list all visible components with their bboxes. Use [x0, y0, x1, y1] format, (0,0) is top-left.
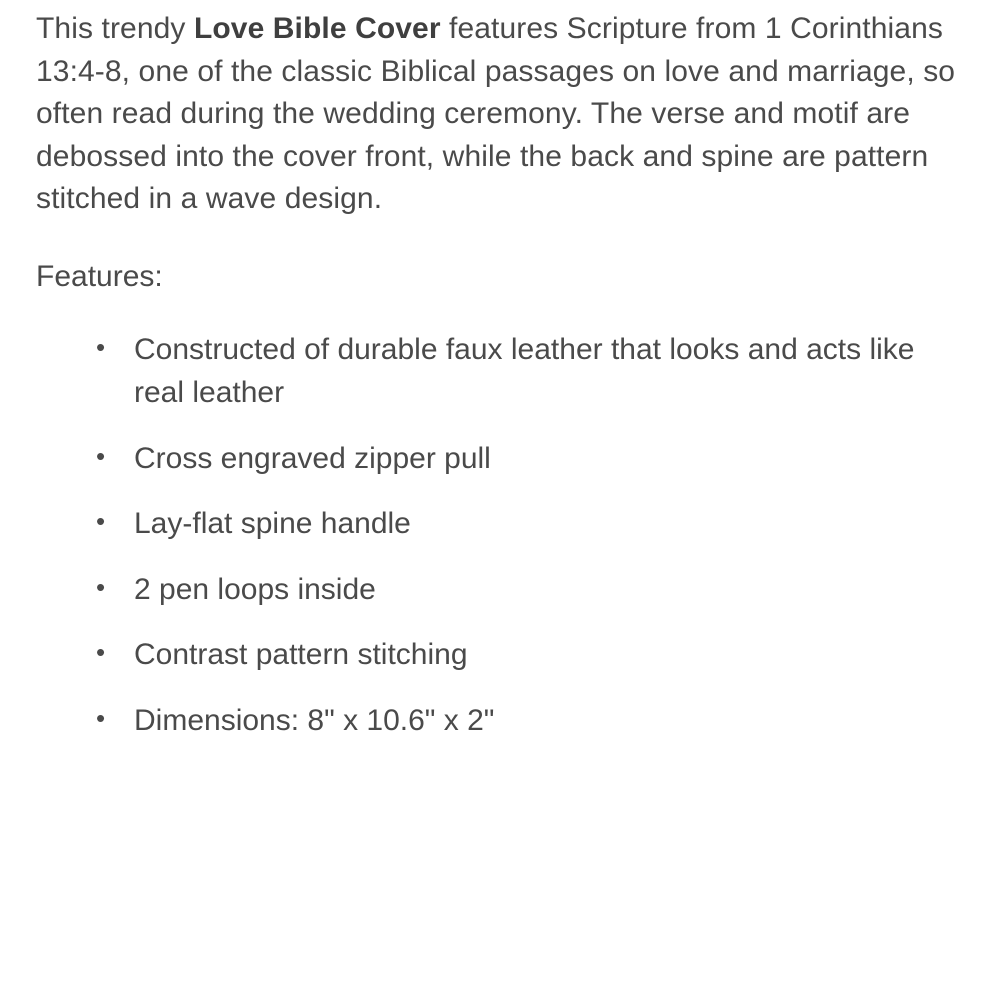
list-item: • Dimensions: 8" x 10.6" x 2" [96, 700, 964, 743]
features-heading: Features: [36, 259, 163, 293]
product-intro-paragraph [36, 8, 964, 221]
list-item: • Constructed of durable faux leather that looks and acts like real leather [96, 329, 964, 414]
list-item: • 2 pen loops inside [96, 569, 964, 612]
list-item: • Lay-flat spine handle [96, 503, 964, 546]
list-item: • Contrast pattern stitching [96, 634, 964, 677]
product-name-bold: Love Bible Cover [193, 12, 441, 45]
intro-text-after-bold: features Scripture from 1 Corinthians 13:4-8, one of the classic Biblical passages on love and marriage, so often read during the wedding ceremony. The verse and motif are debossed into the cover front, while the back and spine are pattern stitched in a wave design. [36, 12, 956, 216]
intro-text-before-bold: This trendy [36, 12, 194, 45]
list-item: • Cross engraved zipper pull [96, 438, 964, 481]
features-list [36, 329, 964, 742]
